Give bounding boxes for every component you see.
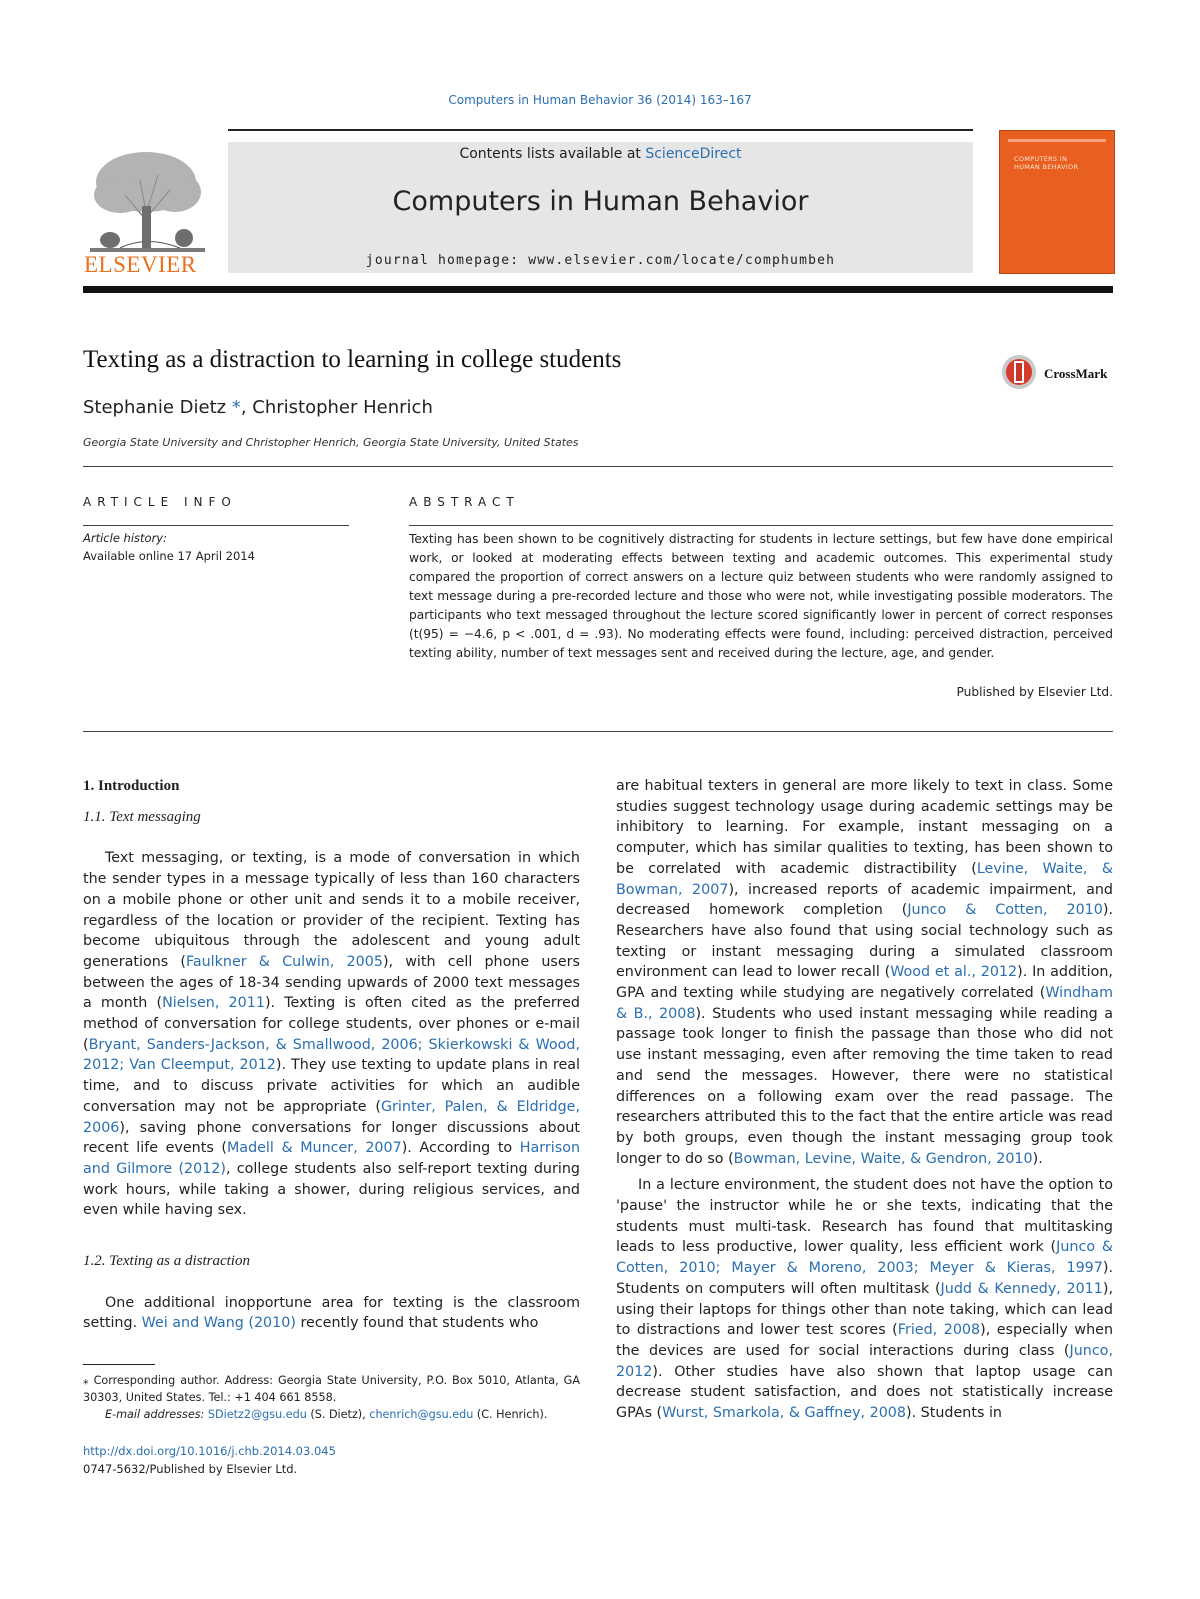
- paragraph-habitual-texters: [616, 776, 1113, 1169]
- contents-prefix: Contents lists available at: [459, 146, 646, 162]
- doi-link[interactable]: http://dx.doi.org/10.1016/j.chb.2014.03.045: [83, 1444, 336, 1458]
- citation-link[interactable]: Wood et al., 2012: [890, 964, 1018, 981]
- journal-name: Computers in Human Behavior: [392, 186, 809, 217]
- citation-link[interactable]: Madell & Muncer, 2007: [226, 1140, 402, 1157]
- journal-homepage[interactable]: journal homepage: www.elsevier.com/locate/comphumbeh: [365, 253, 836, 268]
- issn-line: 0747-5632/Published by Elsevier Ltd.: [83, 1462, 298, 1476]
- available-online-date: Available online 17 April 2014: [83, 549, 255, 563]
- footnote-corresponding: [83, 1372, 580, 1406]
- cover-title-line1: COMPUTERS IN: [1014, 155, 1068, 163]
- affiliation-rule: [83, 466, 1113, 467]
- citation-link[interactable]: Wei and Wang (2010): [141, 1315, 296, 1332]
- crossmark-icon[interactable]: [1000, 352, 1120, 392]
- citation-link[interactable]: Levine, Waite, & Bowman, 2007: [616, 860, 1113, 898]
- author-separator: ,: [240, 397, 253, 418]
- footnote-emails: [83, 1406, 580, 1423]
- email-link-henrich[interactable]: chenrich@gsu.edu: [369, 1408, 474, 1421]
- citation-link[interactable]: Nielsen, 2011: [162, 995, 265, 1012]
- paragraph-distraction: [83, 1293, 580, 1334]
- citation-link[interactable]: Bowman, Levine, Waite, & Gendron, 2010: [733, 1150, 1033, 1167]
- abstract-text: Texting has been shown to be cognitively distracting for students in lecture settings, but few have done empirical work, or looked at moderating effects between texting and academic outcomes. This experimental study compared the proportion of correct answers on a lecture quiz between students who were randomly assigned to text message during a pre-recorded lecture and those who were not, while investigating possible moderators. The participants who text messaged throughout the lecture scored significantly lower in percent of correct responses (t(95) = −4.6, p < .001, d = .93). No moderating effects were found, including: perceived distraction, perceived texting ability, number of text messages sent and received during the lecture, age, and gender.: [409, 532, 1113, 660]
- abstract-bottom-rule: [83, 731, 1113, 732]
- email-label: E-mail addresses:: [105, 1408, 208, 1421]
- section-heading-introduction: 1. Introduction: [83, 778, 180, 794]
- citation-link[interactable]: Junco & Cotten, 2010: [907, 902, 1103, 919]
- citation-link[interactable]: Windham & B., 2008: [616, 985, 1113, 1022]
- elsevier-wordmark: ELSEVIER: [84, 252, 197, 277]
- subsection-heading-distraction: 1.2. Texting as a distraction: [83, 1253, 250, 1270]
- text-run: ). Students who used instant messaging while reading a passage took longer to finish the passage than those who did not use instant messaging, even after removing the time taken to read and send the messages. However, there were no statistical differences on a following exam over the read passage. The researchers attributed this to the fact that the entire article was read by both groups, even though the instant messaging group took longer to do so (: [616, 1005, 1113, 1167]
- cover-band: [1008, 139, 1106, 142]
- paragraph-text-messaging: [83, 848, 580, 1221]
- citation-link[interactable]: Junco, 2012: [616, 1342, 1113, 1380]
- citation-link[interactable]: Judd & Kennedy, 2011: [940, 1280, 1103, 1297]
- text-run: ). Texting is often cited as the preferred method of conversation for college students, over phones or e-mail (: [83, 995, 580, 1053]
- citation-link[interactable]: Wurst, Smarkola, & Gaffney, 2008: [662, 1405, 907, 1422]
- cover-title: [1014, 155, 1078, 171]
- article-info-heading: ARTICLE INFO: [83, 495, 237, 509]
- email-owner: (S. Dietz),: [306, 1408, 370, 1421]
- author-list: [83, 397, 433, 418]
- body-right-column: [616, 776, 1113, 1424]
- spacer: [83, 1221, 580, 1241]
- footnote-rule: [83, 1364, 155, 1365]
- author-dietz: Stephanie Dietz: [83, 397, 227, 418]
- article-title: Texting as a distraction to learning in college students: [83, 346, 622, 373]
- text-run: In a lecture environment, the student does not have the option to 'pause' the instructor while he or she texts, indicating that the students must multi-task. Research has found that multitasking leads to less productive, lower quality, less efficient work (: [616, 1177, 1113, 1256]
- subsection-heading-text-messaging: 1.1. Text messaging: [83, 808, 201, 825]
- corresponding-author-mark[interactable]: *: [226, 397, 241, 418]
- affiliation: Georgia State University and Christopher Henrich, Georgia State University, United States: [83, 436, 579, 449]
- journal-cover-thumbnail[interactable]: [999, 130, 1115, 274]
- text-run: recently found that students who: [295, 1315, 539, 1332]
- text-run: One additional inopportune area for texting is the classroom setting.: [83, 1294, 580, 1332]
- text-run: ), using their laptops for things other than note taking, which can lead to distractions and lower test scores (: [616, 1280, 1113, 1339]
- text-run: ). According to: [401, 1140, 520, 1157]
- text-run: ), with cell phone users between the ages of 18-34 sending upwards of 2000 text messages a month (: [83, 953, 580, 1012]
- top-rule: [228, 129, 973, 131]
- abstract-published-by: Published by Elsevier Ltd.: [956, 685, 1113, 699]
- text-run: ), especially when the devices are used for social interactions during class (: [616, 1322, 1114, 1359]
- citation-link[interactable]: Grinter, Palen, & Eldridge, 2006: [83, 1098, 580, 1136]
- citation-link[interactable]: Junco & Cotten, 2010; Mayer & Moreno, 2003; Meyer & Kieras, 1997: [616, 1239, 1113, 1277]
- text-run: ), increased reports of academic impairment, and decreased homework completion (: [616, 881, 1113, 919]
- citation-link[interactable]: Faulkner & Culwin, 2005: [185, 953, 383, 970]
- text-run: ). Students in: [906, 1405, 1002, 1422]
- author-henrich: Christopher Henrich: [252, 397, 433, 418]
- text-run: are habitual texters in general are more likely to text in class. Some studies suggest technology usage during academic settings may be inhibitory to learning. For example, instant messaging on a computer, which has similar qualities to texting, has been shown to be correlated with academic distractibility (: [616, 778, 1113, 877]
- article-history-label: Article history:: [83, 531, 167, 545]
- journal-reference-link[interactable]: Computers in Human Behavior 36 (2014) 163–167: [448, 93, 752, 107]
- abstract-rule: [409, 525, 1113, 526]
- footnote-text: Corresponding author. Address: Georgia State University, P.O. Box 5010, Atlanta, GA 30303, United States. Tel.: +1 404 661 8558.: [83, 1374, 580, 1404]
- email-owner: (C. Henrich).: [473, 1408, 548, 1421]
- cover-title-line2: HUMAN BEHAVIOR: [1014, 163, 1079, 171]
- email-link-dietz[interactable]: SDietz2@gsu.edu: [207, 1408, 307, 1421]
- citation-link[interactable]: Harrison and Gilmore (2012): [83, 1140, 581, 1177]
- citation-link[interactable]: Bryant, Sanders-Jackson, & Smallwood, 2006; Skierkowski & Wood, 2012; Van Cleemput, 2012: [83, 1036, 580, 1074]
- body-left-column: [83, 776, 580, 1334]
- text-run: ), saving phone conversations for longer discussions about recent life events (: [83, 1119, 580, 1157]
- text-run: , college students also self-report texting during work hours, while taking a shower, during religious services, and even while having sex.: [83, 1160, 580, 1219]
- text-run: ). Other studies have also shown that laptop usage can decrease student satisfaction, and does not statistically increase GPAs (: [616, 1363, 1113, 1422]
- text-run: ). In addition, GPA and texting while studying are negatively correlated (: [616, 964, 1113, 1002]
- footnote-mark: ⁎: [83, 1374, 89, 1387]
- article-info-rule: [83, 525, 349, 526]
- sciencedirect-link[interactable]: ScienceDirect: [645, 146, 742, 162]
- paragraph-lecture-environment: [616, 1175, 1113, 1423]
- text-run: ).: [1032, 1150, 1043, 1167]
- header-thick-rule: [83, 286, 1113, 293]
- text-run: ). They use texting to update plans in real time, and to discuss private activities for which an audible conversation may not be appropriate (: [83, 1057, 580, 1115]
- text-run: ). Students on computers will often multitask (: [616, 1260, 1113, 1297]
- citation-link[interactable]: Fried, 2008: [897, 1322, 981, 1339]
- contents-line: [228, 146, 973, 162]
- abstract-heading: ABSTRACT: [409, 495, 520, 509]
- text-run: ). Researchers have also found that using social technology such as texting or instant messaging during a simulated classroom environment can lead to lower recall (: [616, 902, 1113, 981]
- crossmark-label: CrossMark: [1044, 366, 1108, 381]
- text-run: Text messaging, or texting, is a mode of conversation in which the sender types in a message typically of less than 160 characters on a mobile phone or other unit and sends it to a mobile receiver, regardless of the location or provider of the recipient. Texting has become ubiquitous through the adolescent and young adult generations (: [83, 850, 580, 970]
- footnote: [83, 1372, 580, 1423]
